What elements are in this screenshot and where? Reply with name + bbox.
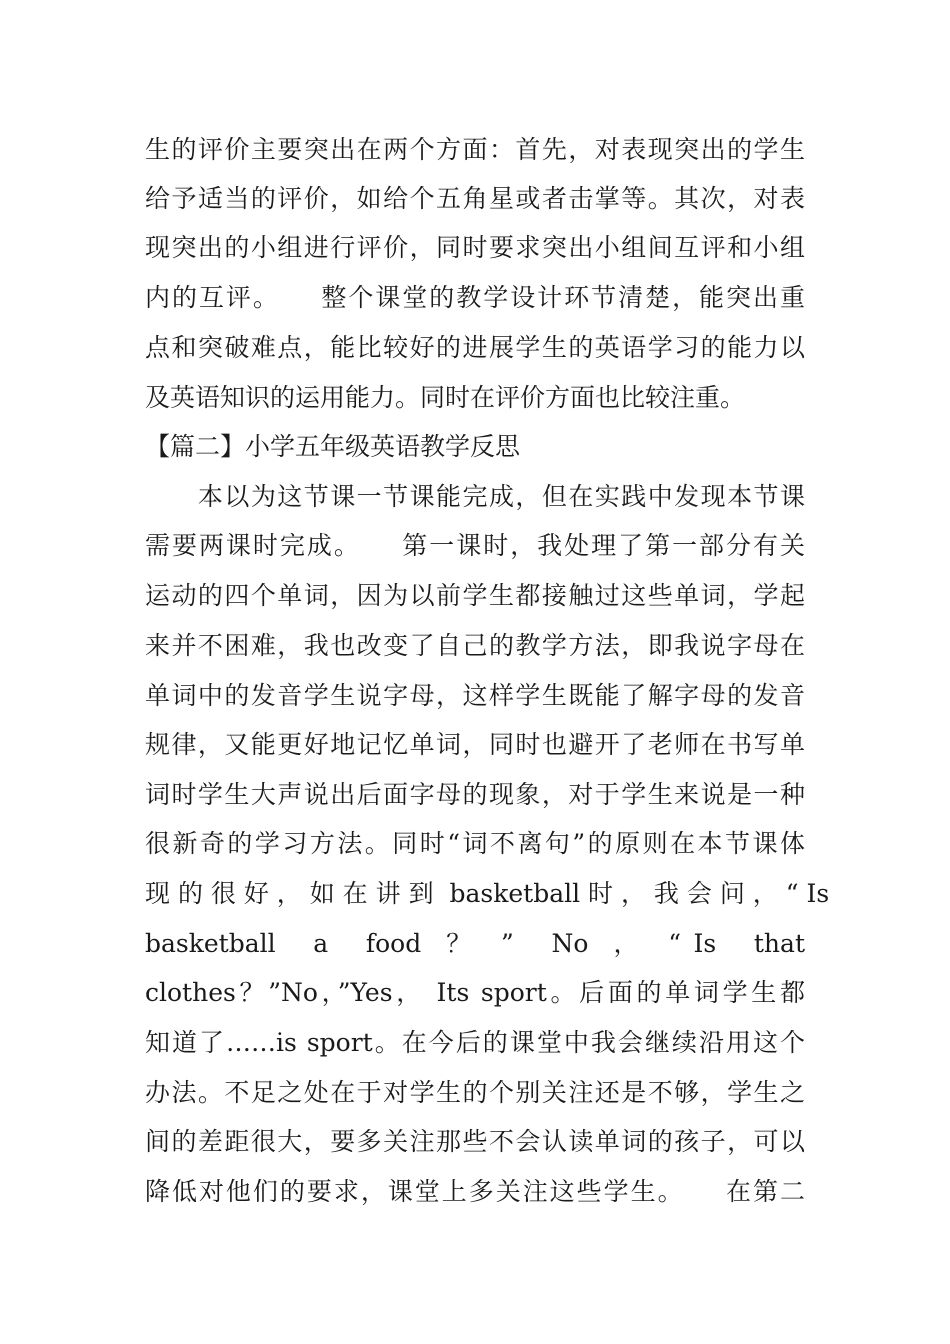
text-line: 降低对他们的要求，课堂上多关注这些学生。 在第二 [145,1177,805,1206]
text-line: 现突出的小组进行评价，同时要求突出小组间互评和小组 [145,233,805,262]
text-line: 运动的四个单词，因为以前学生都接触过这些单词，学起 [145,581,805,610]
text-line: 及英语知识的运用能力。同时在评价方面也比较注重。 [145,383,746,412]
text-line: clothes？”No，”Yes， Its sport。后面的单词学生都 [145,978,805,1007]
text-line: basketball a food ？ ” No ， “ Is that [145,929,805,958]
text-line: 需要两课时完成。 第一课时，我处理了第一部分有关 [145,531,805,560]
text-line: 很新奇的学习方法。同时“词不离句”的原则在本节课体 [145,829,805,858]
text-line: 知道了……is sport。在今后的课堂中我会继续沿用这个 [145,1028,805,1057]
text-line: 本以为这节课一节课能完成，但在实践中发现本节课 [145,482,805,511]
text-line: 内的互评。 整个课堂的教学设计环节清楚，能突出重 [145,283,805,312]
text-line: 办法。不足之处在于对学生的个别关注还是不够，学生之 [145,1078,805,1107]
text-line: 点和突破难点，能比较好的进展学生的英语学习的能力以 [145,333,805,362]
text-line: 间的差距很大，要多关注那些不会认读单词的孩子，可以 [145,1127,805,1156]
text-line: 给予适当的评价，如给个五角星或者击掌等。其次，对表 [145,184,805,213]
text-line: 现 的 很 好 ， 如 在 讲 到 basketball 时 ， 我 会 问 ， “ Is [145,879,830,908]
section-heading: 【篇二】小学五年级英语教学反思 [145,432,521,461]
text-line: 生的评价主要突出在两个方面：首先，对表现突出的学生 [145,135,805,164]
text-line: 单词中的发音学生说字母，这样学生既能了解字母的发音 [145,681,805,710]
text-line: 来并不困难，我也改变了自己的教学方法，即我说字母在 [145,631,805,660]
text-line: 词时学生大声说出后面字母的现象，对于学生来说是一种 [145,780,805,809]
text-line: 规律，又能更好地记忆单词，同时也避开了老师在书写单 [145,730,805,759]
